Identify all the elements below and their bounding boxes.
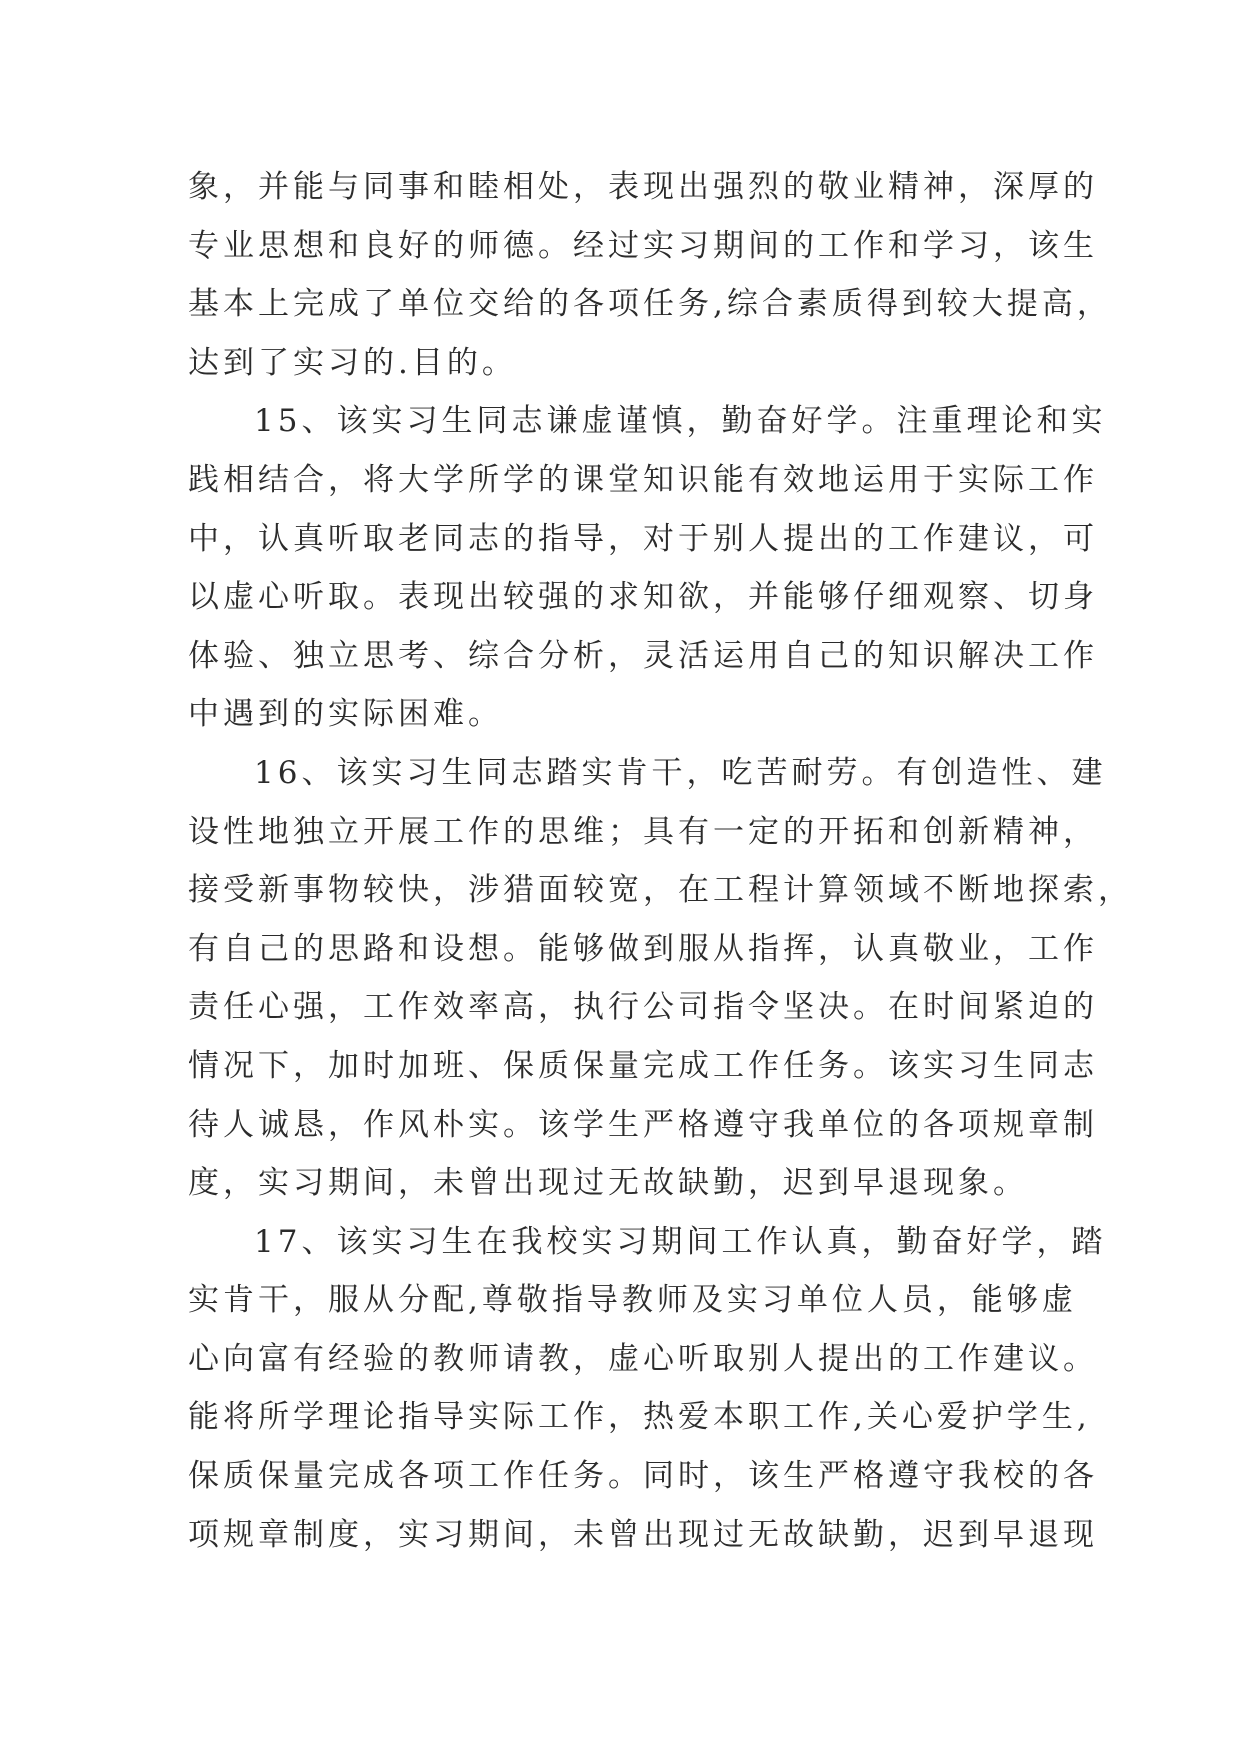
- text-line: 基本上完成了单位交给的各项任务,综合素质得到较大提高，: [188, 286, 1112, 323]
- text-line: 待人诚恳，作风朴实。该学生严格遵守我单位的各项规章制: [188, 1106, 1098, 1143]
- text-line: 有自己的思路和设想。能够做到服从指挥，认真敬业，工作: [188, 930, 1098, 967]
- text-line: 项规章制度，实习期间，未曾出现过无故缺勤，迟到早退现: [188, 1516, 1098, 1553]
- body-text: [188, 158, 1133, 1564]
- paragraph-16-start: 16、该实习生同志踏实肯干，吃苦耐劳。有创造性、建: [254, 754, 1107, 791]
- text-line: 专业思想和良好的师德。经过实习期间的工作和学习，该生: [188, 227, 1098, 264]
- text-line: 责任心强，工作效率高，执行公司指令坚决。在时间紧迫的: [188, 989, 1098, 1026]
- paragraph-17-start: 17、该实习生在我校实习期间工作认真，勤奋好学，踏: [254, 1223, 1107, 1260]
- text-line: 以虚心听取。表现出较强的求知欲，并能够仔细观察、切身: [188, 579, 1098, 616]
- text-line: 中遇到的实际困难。: [188, 696, 503, 733]
- text-line: 保质保量完成各项工作任务。同时，该生严格遵守我校的各: [188, 1458, 1098, 1495]
- text-line: 接受新事物较快，涉猎面较宽，在工程计算领域不断地探索，: [188, 872, 1133, 909]
- text-line: 能将所学理论指导实际工作，热爱本职工作,关心爱护学生,: [188, 1399, 1091, 1436]
- text-line: 设性地独立开展工作的思维；具有一定的开拓和创新精神，: [188, 813, 1098, 850]
- text-line: 践相结合，将大学所学的课堂知识能有效地运用于实际工作: [188, 461, 1098, 498]
- text-line: 体验、独立思考、综合分析，灵活运用自己的知识解决工作: [188, 637, 1098, 674]
- text-line: 实肯干，服从分配,尊敬指导教师及实习单位人员，能够虚: [188, 1282, 1077, 1319]
- text-line: 度，实习期间，未曾出现过无故缺勤，迟到早退现象。: [188, 1165, 1028, 1202]
- text-line: 心向富有经验的教师请教，虚心听取别人提出的工作建议。: [188, 1340, 1098, 1377]
- text-line: 中，认真听取老同志的指导，对于别人提出的工作建议，可: [188, 520, 1098, 557]
- text-line: 情况下，加时加班、保质保量完成工作任务。该实习生同志: [188, 1047, 1098, 1084]
- text-line: 达到了实习的.目的。: [188, 344, 517, 381]
- paragraph-15-start: 15、该实习生同志谦虚谨慎，勤奋好学。注重理论和实: [254, 403, 1107, 440]
- text-line: 象，并能与同事和睦相处，表现出强烈的敬业精神，深厚的: [188, 169, 1098, 205]
